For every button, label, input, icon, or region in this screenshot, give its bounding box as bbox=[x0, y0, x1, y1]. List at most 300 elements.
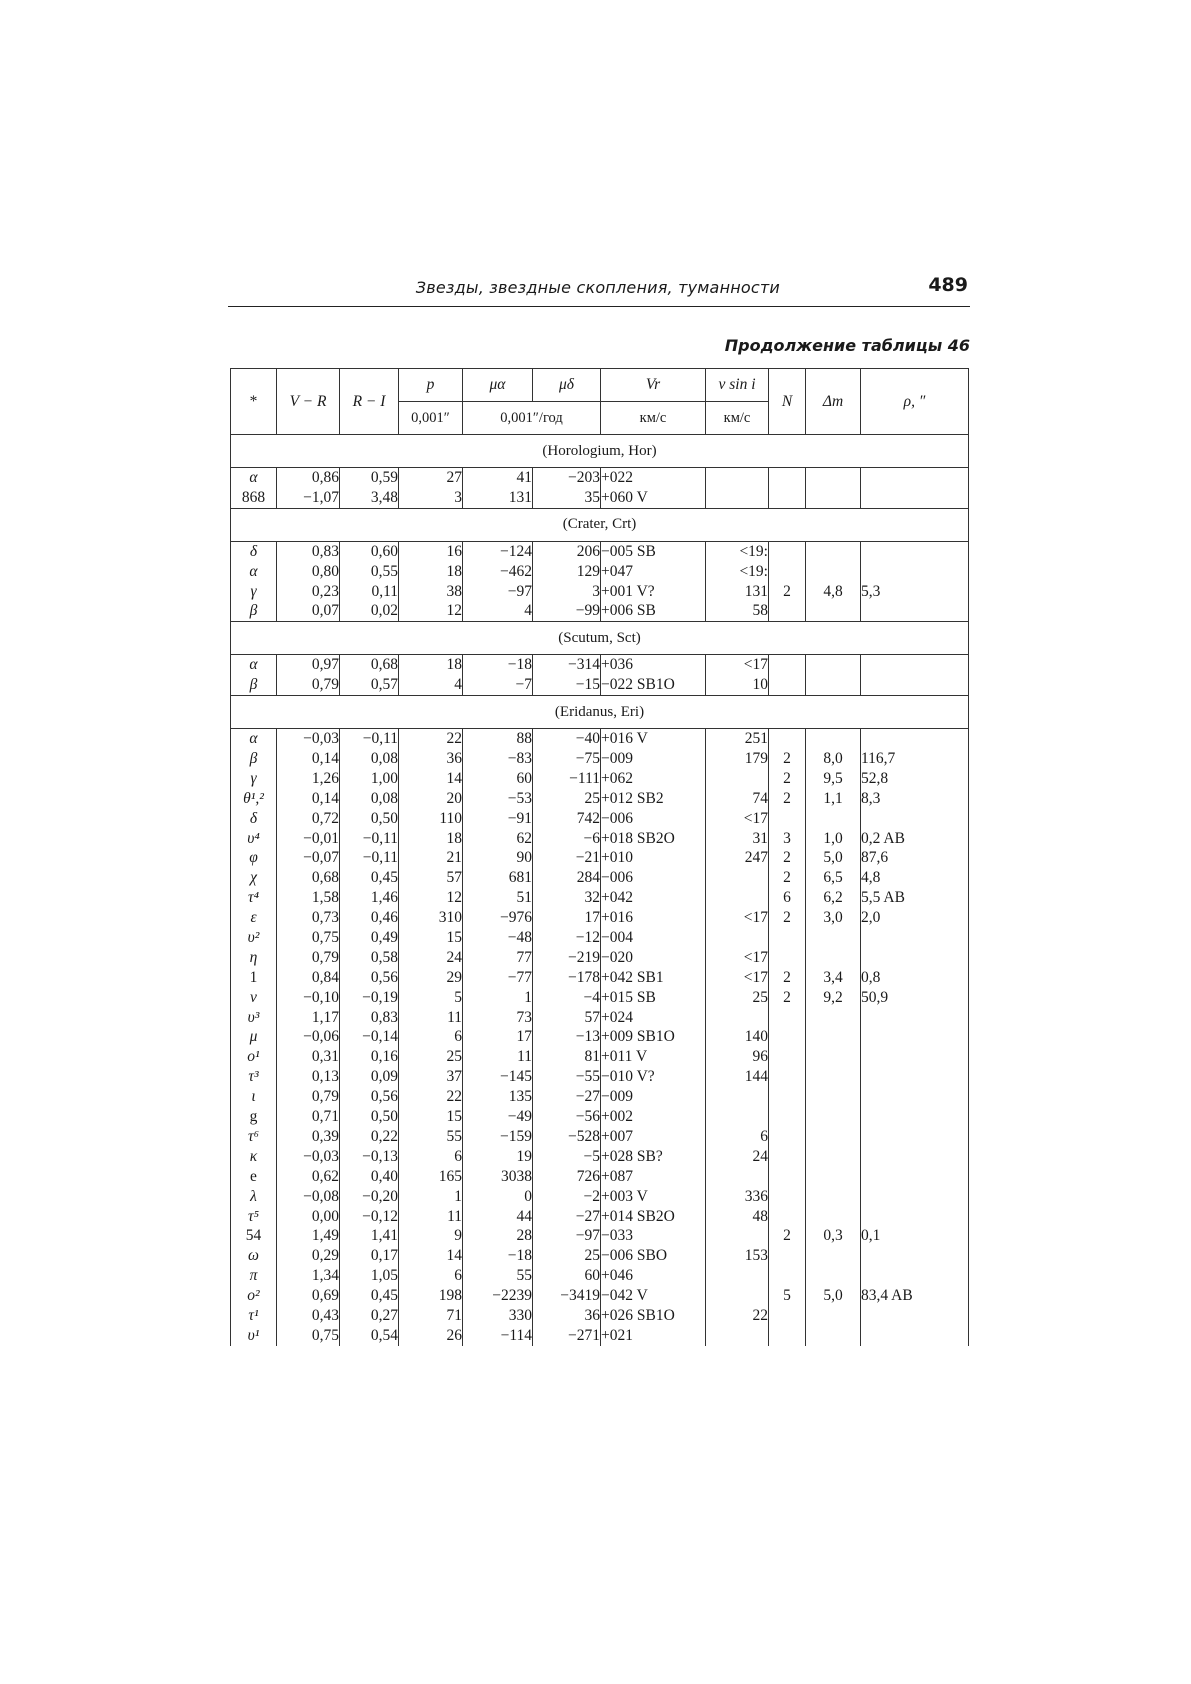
cell-value bbox=[806, 948, 860, 968]
cell-value: 336 bbox=[744, 1187, 768, 1205]
cell-value: 0,60 bbox=[370, 542, 398, 560]
column-dm bbox=[806, 468, 861, 509]
cell-value bbox=[706, 1087, 768, 1107]
cell-value bbox=[806, 1326, 860, 1346]
cell-value: +010 bbox=[601, 849, 633, 867]
cell-value: g bbox=[249, 1108, 258, 1126]
cell-value: +021 bbox=[601, 1326, 633, 1344]
cell-value bbox=[769, 928, 805, 948]
cell-value: π bbox=[249, 1267, 258, 1285]
cell-value: 0,43 bbox=[311, 1306, 339, 1324]
cell-value: −6 bbox=[583, 829, 600, 847]
header-mu-alpha: μα bbox=[463, 369, 533, 402]
cell-value: 0,2 AB bbox=[861, 829, 905, 847]
cell-value: 135 bbox=[508, 1088, 532, 1106]
cell-value: 62 bbox=[516, 829, 532, 847]
table-continuation-caption: Продолжение таблицы 46 bbox=[724, 336, 970, 355]
cell-value: −114 bbox=[500, 1326, 532, 1344]
cell-value: −009 bbox=[601, 1088, 633, 1106]
cell-value: 742 bbox=[576, 809, 600, 827]
cell-value: φ bbox=[249, 849, 258, 867]
cell-value: 2 bbox=[783, 988, 791, 1006]
cell-value: 0,8 bbox=[861, 968, 881, 986]
column-vr bbox=[601, 729, 706, 1346]
page-number: 489 bbox=[928, 274, 968, 296]
cell-value: −49 bbox=[507, 1108, 532, 1126]
cell-value: 44 bbox=[516, 1207, 532, 1225]
section-header-row bbox=[231, 435, 969, 468]
cell-value: −27 bbox=[575, 1088, 600, 1106]
cell-value: 131 bbox=[508, 488, 532, 506]
cell-value: 330 bbox=[508, 1306, 532, 1324]
cell-value: +014 SB2O bbox=[601, 1207, 675, 1225]
cell-value: 0 bbox=[524, 1187, 532, 1205]
cell-value bbox=[769, 1107, 805, 1127]
cell-value: −27 bbox=[575, 1207, 600, 1225]
cell-value: 21 bbox=[446, 849, 462, 867]
cell-value bbox=[806, 542, 860, 562]
cell-value bbox=[806, 1266, 860, 1286]
cell-value bbox=[861, 1266, 968, 1286]
cell-value: 0,45 bbox=[370, 869, 398, 887]
column-dm bbox=[806, 729, 861, 1346]
cell-value: 0,29 bbox=[311, 1247, 339, 1265]
cell-value bbox=[861, 948, 968, 968]
constellation-name: (Eridanus, Eri) bbox=[231, 696, 969, 729]
star-data-table bbox=[230, 368, 969, 1346]
cell-value: 0,50 bbox=[370, 1108, 398, 1126]
cell-value: γ bbox=[250, 769, 257, 787]
cell-value: 6 bbox=[454, 1267, 462, 1285]
cell-value: 868 bbox=[241, 488, 266, 506]
cell-value: 0,11 bbox=[371, 582, 398, 600]
cell-value: 55 bbox=[516, 1267, 532, 1285]
cell-value bbox=[769, 601, 805, 621]
cell-value bbox=[769, 1047, 805, 1067]
cell-value: +022 bbox=[601, 469, 633, 486]
cell-value: −77 bbox=[507, 968, 532, 986]
cell-value: 87,6 bbox=[861, 849, 889, 867]
unit-v-sin-i: км/с bbox=[706, 402, 769, 435]
cell-value: −18 bbox=[507, 656, 532, 674]
cell-value: 1,58 bbox=[311, 889, 339, 907]
cell-value: 0,45 bbox=[370, 1287, 398, 1305]
cell-value: 0,00 bbox=[311, 1207, 339, 1225]
cell-value bbox=[806, 562, 860, 582]
cell-value: 0,14 bbox=[311, 789, 339, 807]
cell-value: α bbox=[249, 469, 258, 486]
cell-value: −0,10 bbox=[303, 988, 339, 1006]
cell-value: α bbox=[249, 730, 258, 748]
cell-value: 1,0 bbox=[823, 829, 843, 847]
cell-value: τ¹ bbox=[248, 1306, 259, 1324]
column-r-i bbox=[340, 468, 399, 509]
cell-value: 28 bbox=[516, 1227, 532, 1245]
cell-value: 16 bbox=[446, 542, 462, 560]
cell-value: 116,7 bbox=[861, 750, 896, 768]
cell-value: 52,8 bbox=[861, 769, 889, 787]
cell-value: 247 bbox=[744, 849, 768, 867]
cell-value: +007 bbox=[601, 1127, 633, 1145]
cell-value: −48 bbox=[507, 929, 532, 947]
column-mu-a bbox=[463, 541, 533, 622]
cell-value bbox=[806, 655, 860, 675]
cell-value: −2 bbox=[583, 1187, 600, 1205]
column-mu-d bbox=[533, 655, 601, 696]
cell-value: −0,06 bbox=[303, 1028, 339, 1046]
cell-value: 1 bbox=[524, 988, 532, 1006]
cell-value: 12 bbox=[446, 602, 462, 620]
cell-value: 9,2 bbox=[823, 988, 843, 1006]
cell-value: +016 V bbox=[601, 730, 648, 748]
cell-value: −1,07 bbox=[303, 488, 339, 506]
cell-value: θ¹,² bbox=[243, 789, 264, 807]
cell-value: 4,8 bbox=[861, 869, 881, 887]
cell-value: 726 bbox=[576, 1167, 600, 1185]
column-mu-a bbox=[463, 655, 533, 696]
cell-value: 0,55 bbox=[370, 562, 398, 580]
cell-value: υ⁴ bbox=[247, 829, 260, 847]
cell-value: 8,3 bbox=[861, 789, 881, 807]
cell-value bbox=[861, 1167, 968, 1187]
cell-value: 50,9 bbox=[861, 988, 889, 1006]
cell-value: 6 bbox=[454, 1147, 462, 1165]
cell-value: μ bbox=[249, 1028, 258, 1046]
cell-value: 0,84 bbox=[311, 968, 339, 986]
cell-value: −159 bbox=[500, 1127, 532, 1145]
cell-value: +046 bbox=[601, 1267, 633, 1285]
cell-value: +028 SB? bbox=[601, 1147, 663, 1165]
cell-value: −219 bbox=[568, 948, 600, 966]
cell-value: 6 bbox=[454, 1028, 462, 1046]
cell-value bbox=[706, 928, 768, 948]
cell-value bbox=[769, 1306, 805, 1326]
column-r-i bbox=[340, 729, 399, 1346]
cell-value bbox=[806, 601, 860, 621]
cell-value: 77 bbox=[516, 948, 532, 966]
column-vsini bbox=[706, 468, 769, 509]
column-v-r bbox=[277, 468, 340, 509]
cell-value: η bbox=[249, 948, 258, 966]
cell-value: 25 bbox=[752, 988, 768, 1006]
cell-value: 88 bbox=[516, 730, 532, 748]
cell-value: 0,69 bbox=[311, 1287, 339, 1305]
cell-value: 2 bbox=[783, 869, 791, 887]
cell-value bbox=[706, 868, 768, 888]
cell-value: 2 bbox=[783, 968, 791, 986]
header-radial-velocity: Vr bbox=[601, 369, 706, 402]
cell-value: 0,02 bbox=[370, 602, 398, 620]
cell-value: 15 bbox=[446, 1108, 462, 1126]
cell-value: 51 bbox=[516, 889, 532, 907]
cell-value: −0,12 bbox=[362, 1207, 398, 1225]
cell-value: 0,83 bbox=[311, 542, 339, 560]
cell-value: 15 bbox=[446, 929, 462, 947]
cell-value bbox=[769, 729, 805, 749]
cell-value: −0,03 bbox=[303, 730, 339, 748]
cell-value: 1,26 bbox=[311, 769, 339, 787]
cell-value: 35 bbox=[584, 488, 600, 506]
cell-value bbox=[861, 1067, 968, 1087]
cell-value: υ¹ bbox=[247, 1326, 260, 1344]
cell-value: 129 bbox=[576, 562, 600, 580]
cell-value: 18 bbox=[446, 829, 462, 847]
cell-value: 1,46 bbox=[370, 889, 398, 907]
cell-value bbox=[706, 1326, 768, 1346]
column-mu-a bbox=[463, 729, 533, 1346]
cell-value: 19 bbox=[516, 1147, 532, 1165]
unit-proper-motion: 0,001″/год bbox=[463, 402, 601, 435]
cell-value: 9,5 bbox=[823, 769, 843, 787]
cell-value: 3 bbox=[454, 488, 462, 506]
cell-value bbox=[861, 1047, 968, 1067]
cell-value: −83 bbox=[507, 750, 532, 768]
cell-value: 4 bbox=[524, 602, 532, 620]
cell-value: −010 V? bbox=[601, 1068, 655, 1086]
cell-value: +036 bbox=[601, 656, 633, 674]
cell-value: 3 bbox=[592, 582, 600, 600]
cell-value bbox=[769, 1087, 805, 1107]
cell-value bbox=[806, 1207, 860, 1227]
column-n bbox=[769, 468, 806, 509]
cell-value bbox=[806, 809, 860, 829]
column-vr bbox=[601, 541, 706, 622]
cell-value: 73 bbox=[516, 1008, 532, 1026]
cell-value: 26 bbox=[446, 1326, 462, 1344]
cell-value bbox=[769, 1167, 805, 1187]
unit-parallax: 0,001″ bbox=[399, 402, 463, 435]
cell-value: −0,11 bbox=[362, 849, 398, 867]
cell-value: −97 bbox=[507, 582, 532, 600]
cell-value bbox=[861, 1107, 968, 1127]
cell-value: 9 bbox=[454, 1227, 462, 1245]
cell-value: 0,49 bbox=[370, 929, 398, 947]
cell-value bbox=[806, 928, 860, 948]
cell-value: −0,03 bbox=[303, 1147, 339, 1165]
cell-value: <17 bbox=[743, 948, 768, 966]
cell-value: 2 bbox=[783, 769, 791, 787]
cell-value: −0,01 bbox=[303, 829, 339, 847]
cell-value: 0,72 bbox=[311, 809, 339, 827]
cell-value: −2239 bbox=[492, 1287, 532, 1305]
cell-value bbox=[706, 1226, 768, 1246]
cell-value: τ⁴ bbox=[248, 889, 259, 907]
cell-value bbox=[861, 1027, 968, 1047]
table-body bbox=[231, 435, 969, 1346]
cell-value: 29 bbox=[446, 968, 462, 986]
cell-value: −528 bbox=[568, 1127, 600, 1145]
cell-value: ν bbox=[250, 988, 257, 1006]
cell-value: 110 bbox=[439, 809, 462, 827]
cell-value: −0,19 bbox=[362, 988, 398, 1006]
cell-value bbox=[706, 488, 768, 508]
cell-value: 38 bbox=[446, 582, 462, 600]
cell-value: −022 SB1O bbox=[601, 676, 675, 694]
cell-value bbox=[769, 1147, 805, 1167]
cell-value: 2 bbox=[783, 909, 791, 927]
cell-value: +024 bbox=[601, 1008, 633, 1026]
cell-value bbox=[861, 729, 968, 749]
header-delta-m: Δm bbox=[806, 369, 861, 435]
cell-value: −0,07 bbox=[303, 849, 339, 867]
cell-value: <17 bbox=[743, 656, 768, 674]
cell-value: 58 bbox=[752, 602, 768, 620]
cell-value bbox=[861, 601, 968, 621]
cell-value: +002 bbox=[601, 1108, 633, 1126]
cell-value: 0,3 bbox=[823, 1227, 843, 1245]
cell-value: +012 SB2 bbox=[601, 789, 664, 807]
cell-value: 0,16 bbox=[370, 1048, 398, 1066]
cell-value: −033 bbox=[601, 1227, 633, 1245]
cell-value: −40 bbox=[575, 730, 600, 748]
cell-value bbox=[861, 1326, 968, 1346]
cell-value: 3,48 bbox=[370, 488, 398, 506]
cell-value: 0,22 bbox=[370, 1127, 398, 1145]
section-data-row bbox=[231, 655, 969, 696]
cell-value: 17 bbox=[516, 1028, 532, 1046]
cell-value: 0,57 bbox=[370, 676, 398, 694]
cell-value: +042 bbox=[601, 889, 633, 907]
cell-value: 25 bbox=[584, 789, 600, 807]
column-rho bbox=[861, 468, 969, 509]
cell-value: 2 bbox=[783, 789, 791, 807]
cell-value bbox=[861, 1147, 968, 1167]
cell-value: 11 bbox=[447, 1207, 462, 1225]
cell-value: 5 bbox=[454, 988, 462, 1006]
cell-value: 1,41 bbox=[370, 1227, 398, 1245]
cell-value: τ⁶ bbox=[248, 1127, 259, 1145]
cell-value: 83,4 AB bbox=[861, 1287, 913, 1305]
cell-value: 0,71 bbox=[311, 1108, 339, 1126]
cell-value bbox=[861, 655, 968, 675]
cell-value: −006 bbox=[601, 869, 633, 887]
column-rho bbox=[861, 655, 969, 696]
cell-value bbox=[706, 1167, 768, 1187]
cell-value bbox=[769, 1326, 805, 1346]
cell-value: 17 bbox=[584, 909, 600, 927]
cell-value: 0,08 bbox=[370, 789, 398, 807]
cell-value: 22 bbox=[446, 730, 462, 748]
cell-value: 0,62 bbox=[311, 1167, 339, 1185]
cell-value: χ bbox=[250, 869, 257, 887]
cell-value: 0,75 bbox=[311, 1326, 339, 1344]
cell-value: −7 bbox=[515, 676, 532, 694]
cell-value: 0,07 bbox=[311, 602, 339, 620]
cell-value bbox=[861, 1008, 968, 1028]
cell-value: −009 bbox=[601, 750, 633, 768]
cell-value: 12 bbox=[446, 889, 462, 907]
cell-value: −0,20 bbox=[362, 1187, 398, 1205]
cell-value: 2 bbox=[783, 750, 791, 768]
cell-value bbox=[769, 1027, 805, 1047]
unit-radial-velocity: км/с bbox=[601, 402, 706, 435]
cell-value: −042 V bbox=[601, 1287, 648, 1305]
cell-value: <17 bbox=[743, 809, 768, 827]
cell-value bbox=[769, 655, 805, 675]
cell-value: −178 bbox=[568, 968, 600, 986]
cell-value: κ bbox=[249, 1147, 258, 1165]
cell-value: τ⁵ bbox=[248, 1207, 259, 1225]
column-n bbox=[769, 541, 806, 622]
cell-value: −5 bbox=[583, 1147, 600, 1165]
cell-value: 3038 bbox=[501, 1167, 532, 1185]
cell-value: 0,39 bbox=[311, 1127, 339, 1145]
cell-value: 24 bbox=[446, 948, 462, 966]
cell-value: 0,73 bbox=[311, 909, 339, 927]
cell-value: 179 bbox=[744, 750, 768, 768]
cell-value: 165 bbox=[438, 1167, 462, 1185]
cell-value: 20 bbox=[446, 789, 462, 807]
cell-value: 0,46 bbox=[370, 909, 398, 927]
cell-value bbox=[769, 1067, 805, 1087]
cell-value bbox=[861, 1246, 968, 1266]
column-p bbox=[399, 655, 463, 696]
cell-value: 22 bbox=[752, 1306, 768, 1324]
cell-value: 131 bbox=[744, 582, 768, 600]
cell-value: 0,75 bbox=[311, 929, 339, 947]
header-v-sin-i: v sin i bbox=[706, 369, 769, 402]
cell-value bbox=[806, 675, 860, 695]
cell-value: −462 bbox=[500, 562, 532, 580]
cell-value: 10 bbox=[752, 676, 768, 694]
cell-value: −53 bbox=[507, 789, 532, 807]
cell-value: 57 bbox=[584, 1008, 600, 1026]
cell-value: −55 bbox=[575, 1068, 600, 1086]
cell-value bbox=[861, 1306, 968, 1326]
cell-value: β bbox=[249, 676, 258, 694]
cell-value: 144 bbox=[744, 1068, 768, 1086]
cell-value bbox=[806, 1167, 860, 1187]
header-mu-delta: μδ bbox=[533, 369, 601, 402]
cell-value: 5,5 AB bbox=[861, 889, 905, 907]
cell-value bbox=[806, 1008, 860, 1028]
cell-value bbox=[861, 1087, 968, 1107]
cell-value: −15 bbox=[575, 676, 600, 694]
cell-value: 6,2 bbox=[823, 889, 843, 907]
cell-value bbox=[769, 675, 805, 695]
cell-value: −314 bbox=[568, 656, 600, 674]
cell-value: 57 bbox=[446, 869, 462, 887]
cell-value bbox=[769, 1207, 805, 1227]
constellation-name: (Scutum, Sct) bbox=[231, 622, 969, 655]
column-p bbox=[399, 729, 463, 1346]
section-data-row bbox=[231, 468, 969, 509]
constellation-name: (Horologium, Hor) bbox=[231, 435, 969, 468]
cell-value: 0,79 bbox=[311, 948, 339, 966]
cell-value: 90 bbox=[516, 849, 532, 867]
cell-value: 2 bbox=[783, 582, 791, 600]
cell-value: −0,11 bbox=[362, 730, 398, 748]
cell-value: 0,59 bbox=[370, 469, 398, 486]
cell-value: 71 bbox=[446, 1306, 462, 1324]
cell-value bbox=[806, 488, 860, 508]
cell-value: +001 V? bbox=[601, 582, 655, 600]
cell-value bbox=[769, 948, 805, 968]
cell-value: −203 bbox=[568, 469, 600, 486]
cell-value: +026 SB1O bbox=[601, 1306, 675, 1324]
cell-value: 1 bbox=[454, 1187, 462, 1205]
cell-value: <19: bbox=[739, 562, 768, 580]
cell-value: 0,79 bbox=[311, 676, 339, 694]
cell-value: +016 bbox=[601, 909, 633, 927]
cell-value: 14 bbox=[446, 769, 462, 787]
cell-value bbox=[769, 542, 805, 562]
cell-value bbox=[769, 488, 805, 508]
cell-value bbox=[806, 1306, 860, 1326]
cell-value: 5,0 bbox=[823, 849, 843, 867]
cell-value: +009 SB1O bbox=[601, 1028, 675, 1046]
column-p bbox=[399, 541, 463, 622]
